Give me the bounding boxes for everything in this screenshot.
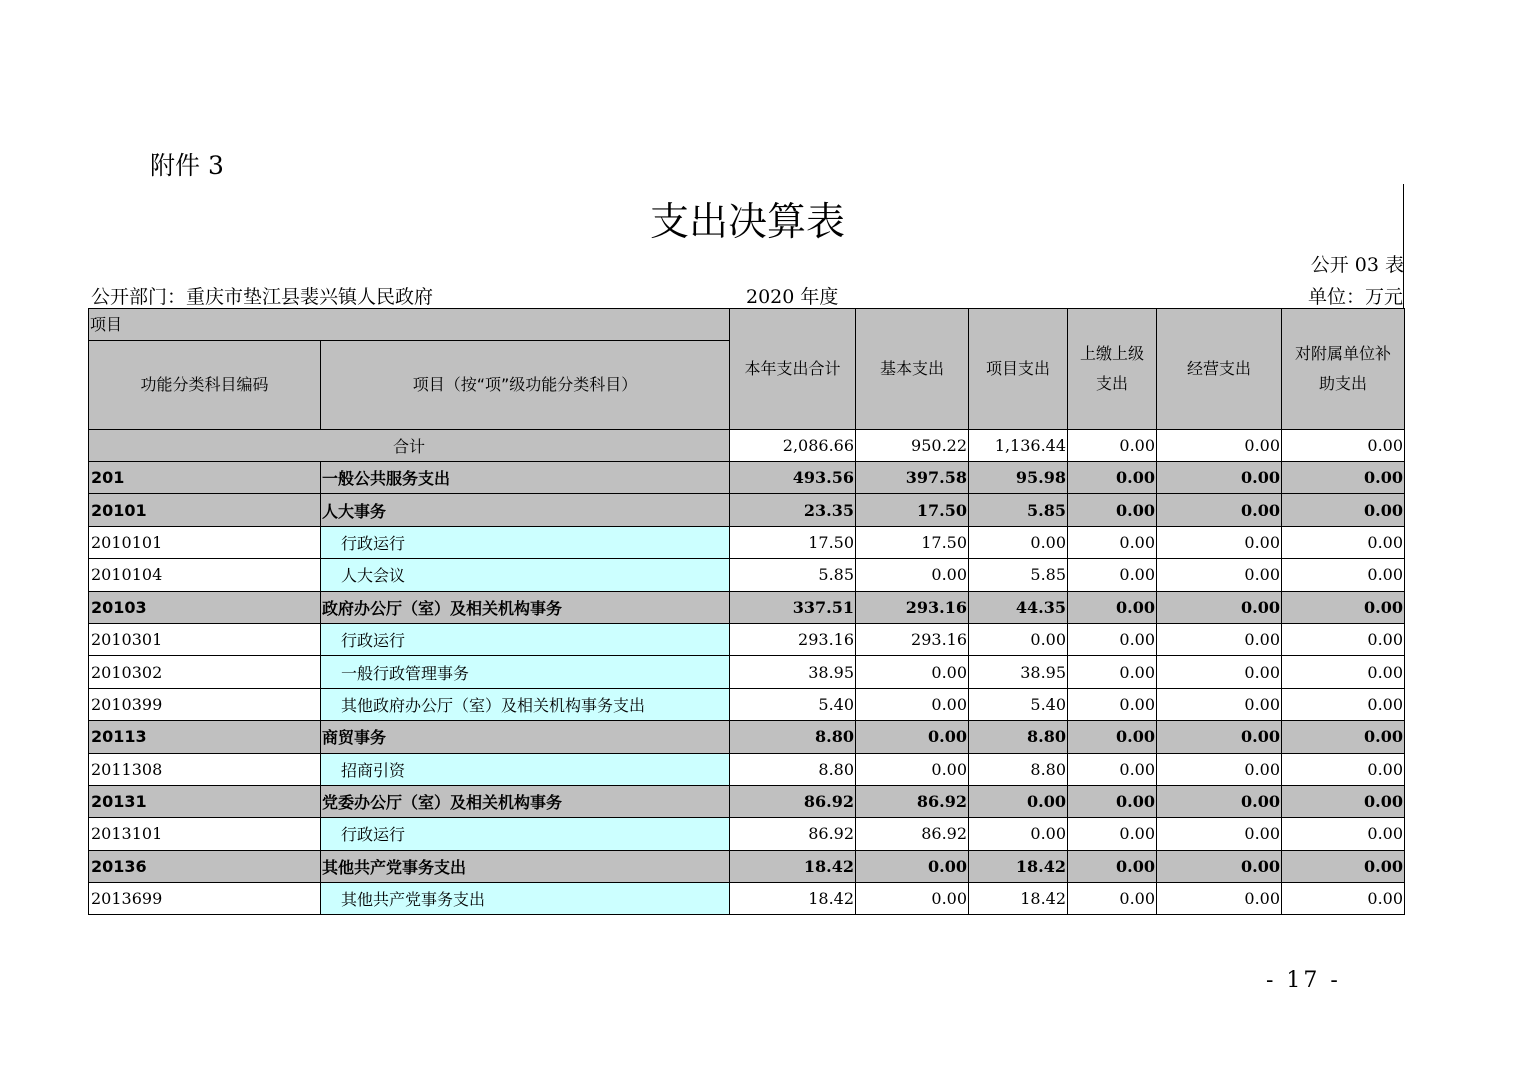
header-project-group: 项目 [89,309,730,341]
row-business: 0.00 [1157,656,1282,688]
row-upper: 0.00 [1068,688,1157,720]
row-basic: 0.00 [856,656,969,688]
row-business: 0.00 [1157,494,1282,526]
row-name: 其他政府办公厅（室）及相关机构事务支出 [321,688,730,720]
row-business: 0.00 [1157,559,1282,591]
row-project: 18.42 [969,883,1068,915]
row-subsidy: 0.00 [1282,850,1405,882]
row-business: 0.00 [1157,462,1282,494]
table-row [89,785,1405,817]
table-body [89,430,1405,915]
row-total: 5.85 [730,559,856,591]
row-basic: 0.00 [856,688,969,720]
row-basic: 0.00 [856,753,969,785]
row-total: 86.92 [730,818,856,850]
row-code: 2010302 [89,656,321,688]
header-basic: 基本支出 [856,309,969,430]
row-subsidy: 0.00 [1282,656,1405,688]
row-project: 95.98 [969,462,1068,494]
header-business: 经营支出 [1157,309,1282,430]
header-upper-line2: 支出 [1096,374,1129,393]
form-number: 公开 03 表 [1310,254,1404,276]
row-subsidy: 0.00 [1282,883,1405,915]
row-code: 20113 [89,721,321,753]
row-name: 行政运行 [321,623,730,655]
row-business: 0.00 [1157,785,1282,817]
attachment-label: 附件 3 [150,151,224,180]
row-code: 2011308 [89,753,321,785]
row-project: 5.85 [969,494,1068,526]
sum-business: 0.00 [1157,430,1282,462]
header-subsidy-line2: 助支出 [1319,374,1368,393]
header-total: 本年支出合计 [730,309,856,430]
row-project: 18.42 [969,850,1068,882]
row-basic: 17.50 [856,494,969,526]
row-total: 86.92 [730,785,856,817]
row-basic: 293.16 [856,591,969,623]
row-business: 0.00 [1157,850,1282,882]
row-code: 2010301 [89,623,321,655]
row-upper: 0.00 [1068,559,1157,591]
row-business: 0.00 [1157,526,1282,558]
row-project: 44.35 [969,591,1068,623]
row-project: 0.00 [969,623,1068,655]
row-code: 20136 [89,850,321,882]
sum-project: 1,136.44 [969,430,1068,462]
row-subsidy: 0.00 [1282,721,1405,753]
row-project: 8.80 [969,721,1068,753]
row-upper: 0.00 [1068,526,1157,558]
row-total: 5.40 [730,688,856,720]
row-total: 493.56 [730,462,856,494]
row-project: 8.80 [969,753,1068,785]
row-subsidy: 0.00 [1282,623,1405,655]
row-subsidy: 0.00 [1282,688,1405,720]
table-row [89,688,1405,720]
row-subsidy: 0.00 [1282,818,1405,850]
sum-subsidy: 0.00 [1282,430,1405,462]
row-name: 招商引资 [321,753,730,785]
row-business: 0.00 [1157,623,1282,655]
row-subsidy: 0.00 [1282,753,1405,785]
table-row [89,526,1405,558]
header-code: 功能分类科目编码 [89,341,321,430]
header-name: 项目（按“项”级功能分类科目） [321,341,730,430]
fiscal-year: 2020 年度 [746,286,839,308]
table-row [89,721,1405,753]
row-name: 行政运行 [321,526,730,558]
row-basic: 86.92 [856,785,969,817]
row-code: 2013699 [89,883,321,915]
header-upper [1068,309,1157,430]
row-upper: 0.00 [1068,462,1157,494]
row-basic: 0.00 [856,721,969,753]
row-code: 20101 [89,494,321,526]
row-total: 8.80 [730,721,856,753]
row-name: 人大事务 [321,494,730,526]
row-business: 0.00 [1157,883,1282,915]
row-upper: 0.00 [1068,850,1157,882]
row-name: 其他共产党事务支出 [321,883,730,915]
table-row [89,818,1405,850]
row-total: 17.50 [730,526,856,558]
row-name: 一般公共服务支出 [321,462,730,494]
row-total: 293.16 [730,623,856,655]
header-upper-line1: 上缴上级 [1080,344,1145,363]
table-row [89,623,1405,655]
row-project: 0.00 [969,526,1068,558]
row-business: 0.00 [1157,721,1282,753]
header-project: 项目支出 [969,309,1068,430]
row-subsidy: 0.00 [1282,526,1405,558]
sum-label: 合计 [89,430,730,462]
table-row [89,462,1405,494]
row-project: 0.00 [969,818,1068,850]
row-project: 38.95 [969,656,1068,688]
row-upper: 0.00 [1068,721,1157,753]
row-code: 201 [89,462,321,494]
header-subsidy-line1: 对附属单位补 [1295,344,1392,363]
row-name: 商贸事务 [321,721,730,753]
row-upper: 0.00 [1068,591,1157,623]
row-basic: 0.00 [856,850,969,882]
table-row [89,591,1405,623]
row-name: 人大会议 [321,559,730,591]
row-code: 20103 [89,591,321,623]
row-upper: 0.00 [1068,753,1157,785]
header-subsidy [1282,309,1405,430]
row-name: 其他共产党事务支出 [321,850,730,882]
row-subsidy: 0.00 [1282,591,1405,623]
row-total: 8.80 [730,753,856,785]
row-code: 20131 [89,785,321,817]
row-code: 2010399 [89,688,321,720]
row-total: 18.42 [730,850,856,882]
sum-upper: 0.00 [1068,430,1157,462]
row-upper: 0.00 [1068,623,1157,655]
row-upper: 0.00 [1068,818,1157,850]
table-row [89,753,1405,785]
table-row [89,850,1405,882]
row-basic: 0.00 [856,883,969,915]
row-project: 0.00 [969,785,1068,817]
row-total: 38.95 [730,656,856,688]
row-code: 2013101 [89,818,321,850]
sum-row [89,430,1405,462]
row-total: 337.51 [730,591,856,623]
row-code: 2010101 [89,526,321,558]
row-basic: 0.00 [856,559,969,591]
row-total: 23.35 [730,494,856,526]
row-upper: 0.00 [1068,785,1157,817]
row-upper: 0.00 [1068,883,1157,915]
row-business: 0.00 [1157,818,1282,850]
row-project: 5.40 [969,688,1068,720]
table-row [89,883,1405,915]
row-basic: 293.16 [856,623,969,655]
row-name: 一般行政管理事务 [321,656,730,688]
table-row [89,559,1405,591]
row-business: 0.00 [1157,591,1282,623]
table-row [89,656,1405,688]
row-subsidy: 0.00 [1282,462,1405,494]
row-subsidy: 0.00 [1282,494,1405,526]
expenditure-table [88,308,1405,915]
sum-basic: 950.22 [856,430,969,462]
row-total: 18.42 [730,883,856,915]
page-number: - 17 - [1266,968,1341,993]
page-title: 支出决算表 [649,200,845,245]
unit-label: 单位：万元 [1307,286,1403,308]
department-label: 公开部门：重庆市垫江县裴兴镇人民政府 [91,286,434,308]
row-upper: 0.00 [1068,656,1157,688]
row-basic: 86.92 [856,818,969,850]
row-subsidy: 0.00 [1282,559,1405,591]
row-basic: 17.50 [856,526,969,558]
row-name: 政府办公厅（室）及相关机构事务 [321,591,730,623]
row-basic: 397.58 [856,462,969,494]
row-business: 0.00 [1157,753,1282,785]
row-subsidy: 0.00 [1282,785,1405,817]
row-name: 党委办公厅（室）及相关机构事务 [321,785,730,817]
row-project: 5.85 [969,559,1068,591]
row-upper: 0.00 [1068,494,1157,526]
sum-total: 2,086.66 [730,430,856,462]
row-code: 2010104 [89,559,321,591]
table-row [89,494,1405,526]
row-business: 0.00 [1157,688,1282,720]
row-name: 行政运行 [321,818,730,850]
